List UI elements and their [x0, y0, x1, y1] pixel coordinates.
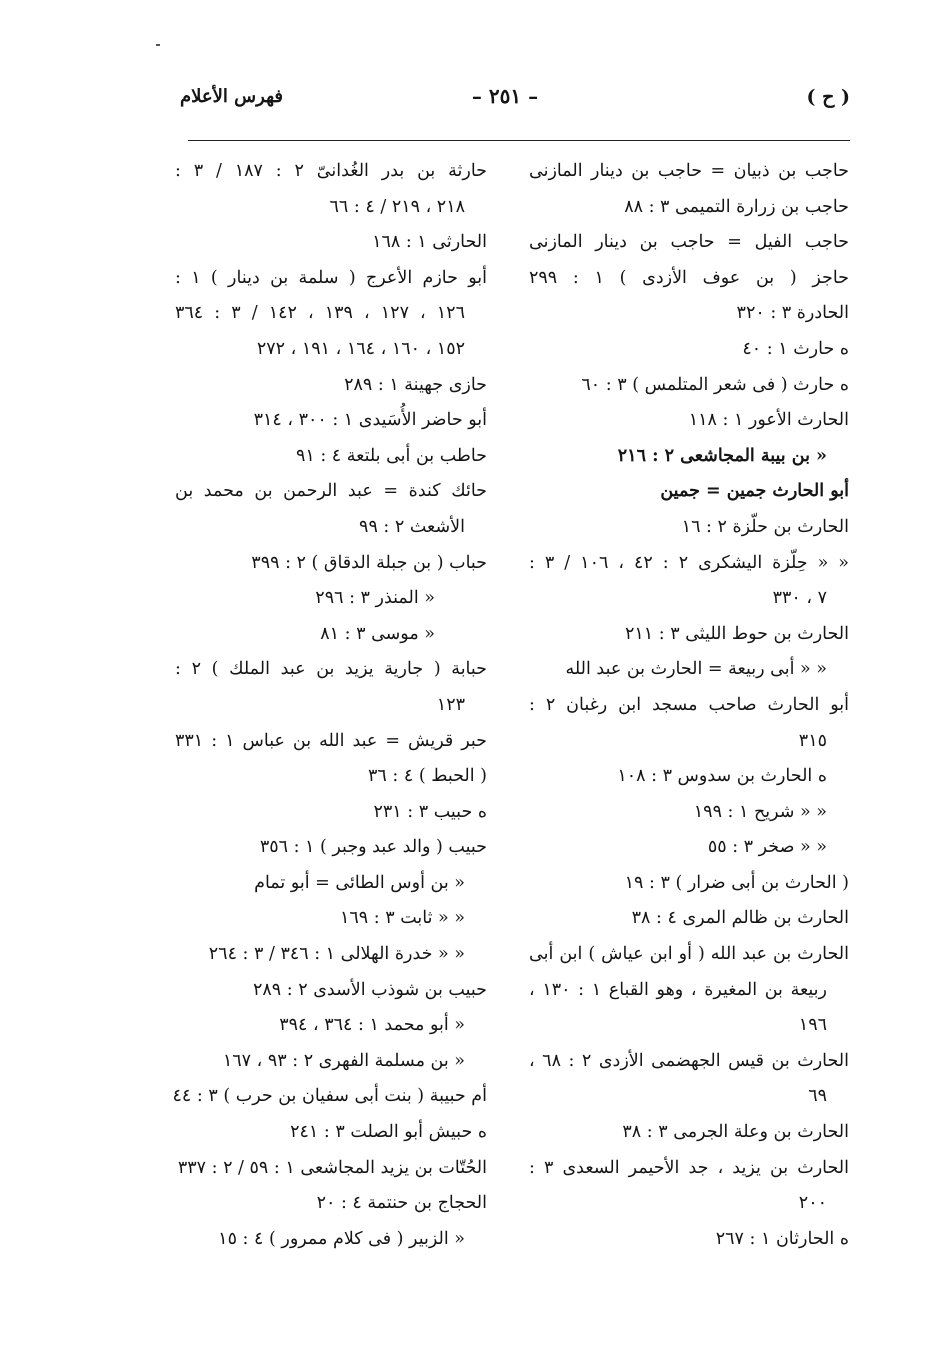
section-letter: ( ح ): [806, 86, 850, 108]
index-entry: ٢٠٠: [798, 1193, 827, 1214]
index-entry: ٦٩: [808, 1086, 827, 1107]
index-entry: الأشعث ٢ : ٩٩: [359, 516, 465, 537]
index-entry: ٧ ، ٣٣٠: [772, 588, 827, 609]
index-entry: أبو الحارث جمين = جمين: [660, 481, 849, 502]
index-entry: أبو الحارث صاحب مسجد ابن رغبان ٢ :: [529, 694, 849, 715]
index-entry: حائك كندة = عبد الرحمن بن محمد بن: [175, 481, 487, 502]
index-entry: ( الحارث بن أبى ضرار ) ٣ : ١٩: [624, 872, 849, 893]
index-entry: حازى جهينة ١ : ٢٨٩: [344, 374, 487, 395]
index-entry: حبيب بن شوذب الأسدى ٢ : ٢٨٩: [252, 979, 487, 1000]
index-entry: « أبو محمد ١ : ٣٦٤ ، ٣٩٤: [279, 1015, 465, 1036]
index-entry: ه حارث ( فى شعر المتلمس ) ٣ : ٦٠: [581, 374, 849, 395]
index-entry: الحارثى ١ : ١٦٨: [372, 232, 487, 253]
index-entry: ه الحارث بن سدوس ٣ : ١٠٨: [617, 766, 827, 787]
index-entry: الحجاج بن حنتمة ٤ : ٢٠: [316, 1193, 487, 1214]
index-entry: ه حبيب ٣ : ٢٣١: [373, 801, 487, 822]
index-entry: أبو حاضر الأُسَيدى ١ : ٣٠٠ ، ٣١٤: [253, 410, 487, 431]
index-entry: « بن بيبة المجاشعى ٢ : ٢١٦: [617, 445, 827, 466]
index-entry: ه حارث ١ : ٤٠: [742, 338, 849, 359]
index-entry: ١٢٣: [436, 694, 465, 715]
page-header: [160, 80, 850, 124]
index-entry: « « صخر ٣ : ٥٥: [707, 837, 827, 858]
index-entry: ( الحبط ) ٤ : ٣٦: [368, 766, 487, 787]
index-entry: حاجب بن ذبيان = حاجب بن دينار المازنى: [529, 161, 849, 181]
index-entry: « بن مسلمة الفهرى ٢ : ٩٣ ، ١٦٧: [222, 1050, 465, 1071]
index-entry: الحارث بن ظالم المرى ٤ : ٣٨: [631, 908, 849, 929]
index-entry: ٢١٨ ، ٢١٩ / ٤ : ٦٦: [329, 196, 465, 217]
index-entry: حبيب ( والد عبد وجبر ) ١ : ٣٥٦: [259, 837, 487, 858]
index-entry: الحارث بن وعلة الجرمى ٣ : ٣٨: [622, 1122, 849, 1143]
page-number: – ٢٥١ –: [471, 84, 539, 108]
index-entry: حاطب بن أبى بلتعة ٤ : ٩١: [295, 445, 487, 466]
index-entry: الحادرة ٣ : ٣٢٠: [736, 303, 849, 324]
index-entry: حارثة بن بدر الغُدانىّ ٢ : ١٨٧ / ٣ :: [175, 161, 487, 181]
index-entry: حبر قريش = عبد الله بن عباس ١ : ٣٣١: [175, 730, 487, 751]
index-entry: حاجب الفيل = حاجب بن دينار المازنى: [529, 232, 849, 253]
index-entry: ه الحارثان ١ : ٢٦٧: [715, 1228, 849, 1249]
index-entry: ه حبيش أبو الصلت ٣ : ٢٤١: [290, 1122, 487, 1143]
index-entry: الحارث بن عبد الله ( أو ابن عياش ) ابن أبى: [529, 944, 849, 965]
index-entry: الحارث بن حلّزة ٢ : ١٦: [681, 516, 849, 537]
index-entry: ١٩٦: [798, 1015, 827, 1036]
index-entry: ربيعة بن المغيرة ، وهو القباع ١ : ١٣٠ ،: [529, 979, 827, 1000]
index-entry: ١٥٢ ، ١٦٠ ، ١٦٤ ، ١٩١ ، ٢٧٢: [256, 338, 465, 359]
index-entry: الحُتّات بن يزيد المجاشعى ١ : ٥٩ / ٢ : ٣٣٧: [177, 1157, 487, 1178]
index-column-left: [172, 154, 487, 1257]
index-entry: الحارث بن يزيد ، جد الأحيمر السعدى ٣ :: [529, 1157, 849, 1178]
index-entry: حباب ( بن جبلة الدقاق ) ٢ : ٣٩٩: [251, 552, 487, 573]
index-entry: حاجز ( بن عوف الأزدى ) ١ : ٢٩٩: [529, 267, 849, 288]
index-entry: « الزبير ( فى كلام ممرور ) ٤ : ١٥: [218, 1228, 465, 1249]
running-title: فهرس الأعلام: [180, 86, 283, 107]
index-entry: ٣١٥: [798, 730, 827, 751]
index-entry: الحارث بن حوط الليثى ٣ : ٢١١: [624, 623, 849, 644]
index-entry: « « شريح ١ : ١٩٩: [693, 801, 827, 822]
index-entry: « « حِلّزة اليشكرى ٢ : ٤٢ ، ١٠٦ / ٣ :: [529, 552, 849, 573]
index-entry: « « أبى ربيعة = الحارث بن عبد الله: [565, 659, 827, 680]
index-entry: « « ثابت ٣ : ١٦٩: [340, 908, 465, 929]
index-entry: أبو حازم الأعرج ( سلمة بن دينار ) ١ :: [175, 267, 487, 288]
index-entry: أم حبيبة ( بنت أبى سفيان بن حرب ) ٣ : ٤٤: [172, 1086, 487, 1107]
index-column-right: [529, 154, 849, 1257]
index-entry: ١٢٦ ، ١٢٧ ، ١٣٩ ، ١٤٢ / ٣ : ٣٦٤: [175, 303, 465, 324]
index-entry: « بن أوس الطائى = أبو تمام: [254, 872, 465, 893]
index-entry: الحارث الأعور ١ : ١١٨: [688, 410, 849, 431]
index-entry: الحارث بن قيس الجهضمى الأزدى ٢ : ٦٨ ،: [529, 1050, 849, 1071]
index-entry: حاجب بن زرارة التميمى ٣ : ٨٨: [624, 196, 849, 217]
scan-speck: [156, 44, 160, 46]
header-rule: [188, 140, 850, 141]
index-entry: « موسى ٣ : ٨١: [320, 623, 435, 644]
index-entry: « « خدرة الهلالى ١ : ٣٤٦ / ٣ : ٢٦٤: [208, 944, 465, 965]
index-entry: « المنذر ٣ : ٢٩٦: [315, 588, 435, 609]
index-entry: حبابة ( جارية يزيد بن عبد الملك ) ٢ :: [175, 659, 487, 680]
